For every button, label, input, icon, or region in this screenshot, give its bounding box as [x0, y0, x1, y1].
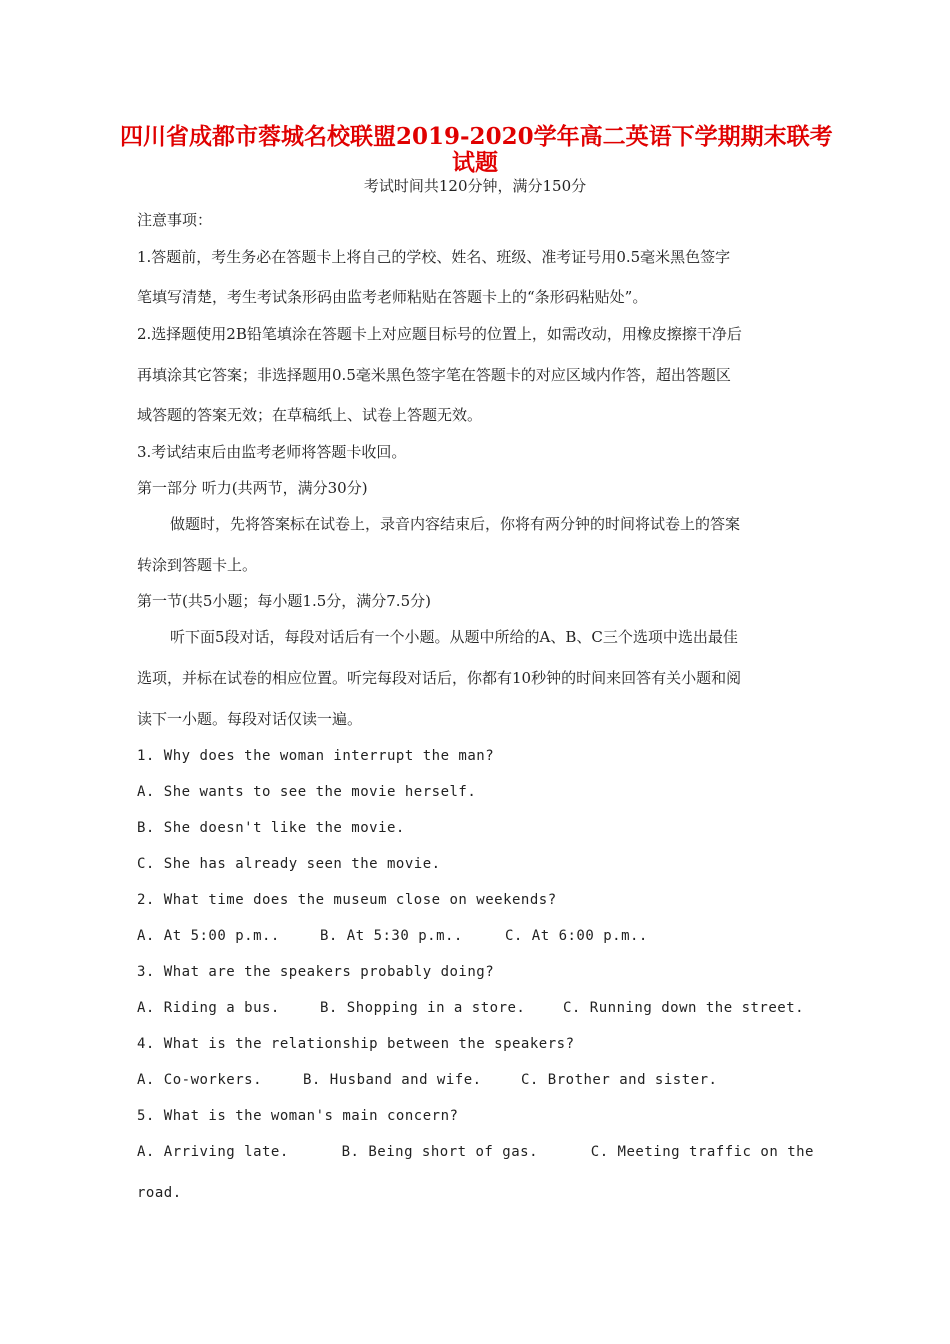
exam-title-line1: 四川省成都市蓉城名校联盟2019-2020学年高二英语下学期期末联考	[120, 123, 833, 150]
question-4: 4. What is the relationship between the speakers?	[137, 1036, 575, 1052]
notes-line-5: 域答题的答案无效；在草稿纸上、试卷上答题无效。	[137, 406, 483, 424]
question-3-option-a: A. Riding a bus.	[137, 1000, 280, 1016]
question-4-option-a: A. Co-workers.	[137, 1072, 263, 1088]
question-3-option-b: B. Shopping in a store.	[320, 1000, 526, 1016]
exam-subtitle: 考试时间共120分钟，满分150分	[363, 177, 587, 195]
notes-line-2: 笔填写清楚，考生考试条形码由监考老师粘贴在答题卡上的“条形码粘贴处”。	[137, 288, 648, 306]
question-3-options	[137, 998, 817, 1018]
question-3: 3. What are the speakers probably doing?	[137, 964, 495, 980]
exam-title-line2: 试题	[452, 149, 498, 176]
part1-intro-line-1: 做题时，先将答案标在试卷上，录音内容结束后，你将有两分钟的时间将试卷上的答案	[170, 515, 741, 533]
part1-heading: 第一部分 听力(共两节，满分30分)	[137, 479, 368, 497]
question-2-option-b: B. At 5:30 p.m..	[320, 928, 463, 944]
question-1: 1. Why does the woman interrupt the man?	[137, 748, 495, 764]
question-2-option-c: C. At 6:00 p.m..	[505, 928, 648, 944]
question-5: 5. What is the woman's main concern?	[137, 1108, 459, 1124]
section1-instructions-line-3: 读下一小题。每段对话仅读一遍。	[137, 710, 363, 728]
section1-heading: 第一节(共5小题；每小题1.5分，满分7.5分)	[137, 592, 431, 610]
section1-instructions-line-1: 听下面5段对话，每段对话后有一个小题。从题中所给的A、B、C三个选项中选出最佳	[170, 628, 738, 646]
question-2-option-a: A. At 5:00 p.m..	[137, 928, 280, 944]
question-5-option-c: C. Meeting traffic on the	[590, 1144, 814, 1160]
question-2-options	[137, 926, 817, 946]
question-5-option-c-continued: road.	[137, 1185, 182, 1201]
question-1-option-a: A. She wants to see the movie herself.	[137, 784, 477, 800]
question-5-option-b: B. Being short of gas.	[341, 1144, 538, 1160]
question-1-option-b: B. She doesn't like the movie.	[137, 820, 405, 836]
question-4-options	[137, 1070, 817, 1090]
notes-line-4: 再填涂其它答案；非选择题用0.5毫米黑色签字笔在答题卡的对应区域内作答，超出答题区	[137, 366, 731, 384]
question-5-option-a: A. Arriving late.	[137, 1144, 289, 1160]
section1-instructions-line-2: 选项，并标在试卷的相应位置。听完每段对话后，你都有10秒钟的时间来回答有关小题和阅	[137, 669, 742, 687]
part1-intro-line-2: 转涂到答题卡上。	[137, 556, 258, 574]
question-3-option-c: C. Running down the street.	[563, 1000, 805, 1016]
notes-heading: 注意事项：	[137, 211, 213, 229]
question-4-option-c: C. Brother and sister.	[521, 1072, 718, 1088]
question-5-options	[137, 1142, 814, 1162]
notes-line-3: 2.选择题使用2B铅笔填涂在答题卡上对应题目标号的位置上，如需改动，用橡皮擦擦干净后	[137, 325, 742, 343]
notes-line-1: 1.答题前，考生务必在答题卡上将自己的学校、姓名、班级、准考证号用0.5毫米黑色签字	[137, 248, 731, 266]
question-2: 2. What time does the museum close on weekends?	[137, 892, 557, 908]
question-4-option-b: B. Husband and wife.	[303, 1072, 482, 1088]
question-1-option-c: C. She has already seen the movie.	[137, 856, 441, 872]
notes-line-6: 3.考试结束后由监考老师将答题卡收回。	[137, 443, 407, 461]
